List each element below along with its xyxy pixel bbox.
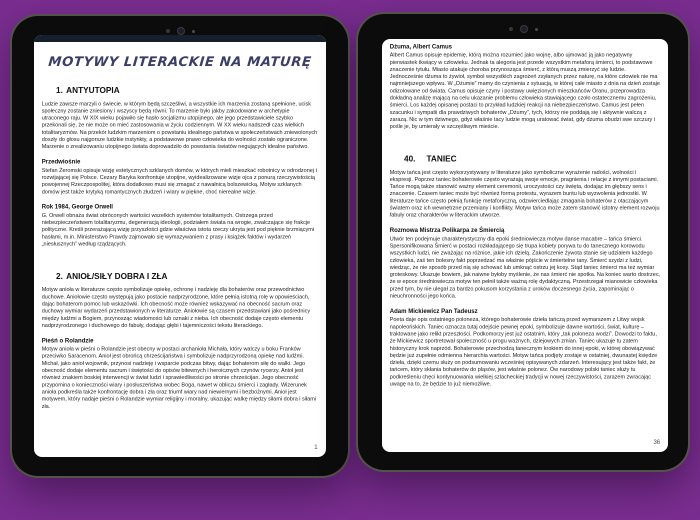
paragraph: Motyw tańca jest często wykorzystywany w literaturze jako symboliczne wyrażenie radości, wolności i ekspresji. Poprzez taniec bohaterowie często wyrażają swoje emocje, pragnienia i relacje z innymi postaciami. Tańce mogą także stanowić ważny element ceremonii, uroczystości czy święta, dodając im głębszy sens i znaczenie. Czasem taniec może być również formą protestu, wyrazem buntu lub wyzwolenia jednostki. W literaturze tańce często pełnią funkcję metaforyczną, odzwierciedlając zmagania bohaterów z otaczającym światem oraz ich wewnętrzne przemiany i konflikty. Motyw tańca może zatem stanowić istotny element rozwoju fabuły oraz charakterów w literackim utworze.	[389, 169, 660, 219]
sensor-dot-icon	[535, 28, 538, 31]
entry-heading: Przedwiośnie	[41, 158, 81, 166]
left-page-blocks	[42, 86, 319, 410]
camera-icon	[177, 27, 185, 35]
paragraph: G. Orwell obnaża świat obróconych wartości wszelkich systemów totalitarnych. Ostrzega przed niebezpieczeństwem totalitaryzmu, degeneracją ideologii, podziałem świata na wrogie, zwalczające się frakcje polityczne. Kreśli przerażającą wizję przyszłości gdzie właściwa istota rzeczy ukryta jest pod pięknie brzmiącymi hasłami, m.in. Ministerstwo Prawdy zajmowało się wymazywaniem z prasy i książek faktów i wydarzeń „niesłusznych” według rządzących.	[41, 212, 315, 248]
section-heading	[56, 272, 318, 281]
paragraph: Ludzie zawsze marzyli o świecie, w którym będą szczęśliwi, a wszystkie ich marzenia zostaną spełnione, ucisk społeczny zostanie zniesiony i wszyscy będą równi. To marzenie było jakby zakodowane w archetypie utraconego raju. W XIX wieku pojawiło się hasło socjalizmu utopijnego, ale jego przedstawiciele szybko przekonali się, że nie może on mieć zastosowania w życiu codziennym. W XX wieku nadszedł czas wielkich totalitaryzmów. Na przekór ludzkim marzeniom o powstaniu idealnego państwa w społeczeństwach zniewolonych doszły do głosu najgorsze ludzkie instynkty, a podstawowe prawo człowieka do wolności zostało ograniczone. Marzenie o zrealizowaniu utopijnego świata doprowadziło do powstania światów negujących idealne państwo.	[41, 100, 318, 150]
sensor-dot-icon	[192, 30, 195, 33]
entry-heading: Rozmowa Mistrza Polikarpa ze Śmiercią	[389, 227, 505, 234]
section-title: ANIOŁ/SIŁY DOBRA I ZŁA	[66, 271, 168, 282]
entry-heading: Rok 1984, George Orwell	[41, 203, 113, 211]
paragraph: Motyw anioła w pieśni o Rolandzie jest obecny w postaci archanioła Michała, który walczy u boku Franków przeciwko Saracenom. Anioł jest obrońcą chrześcijaństwa i symbolizuje nadprzyrodzoną opiekę nad ludźmi. Michał, jako anioł wojownik, przynosi nadzieję i wsparcie podczas bitwy, dając bohaterom siłę do walki. Jego obecność dodaje elementu sacrum i świętości do opisów bitewnych i heroicznych czynów rycerzy. Anioł jest również znakiem boskiej interwencji w świat ludzi i sprawiedliwości po stronie chrześcijan. Jego obecność przypomina o konieczności wiary i posłuszeństwa wobec Boga, nawet w obliczu śmierci i zagłady. Wizerunek anioła podkreśla także konfrontację dobra i zła oraz triumf wiary nad niewiernymi i bezbożnymi. Anioł jest motywem, który nadaje pieśni o Rolandzie wymiar religijny i moralny, ukazując walkę między siłami dobra i siłami zła.	[41, 346, 317, 410]
page-number: 36	[653, 439, 660, 446]
entry-heading: Dżuma, Albert Camus	[389, 43, 453, 50]
section-title: TANIEC	[426, 154, 457, 164]
sensor-dot-icon	[509, 27, 513, 31]
sensor-dot-icon	[166, 29, 170, 33]
section-heading	[56, 86, 318, 95]
document-page-right[interactable]	[382, 39, 668, 452]
status-bar	[34, 35, 326, 42]
paragraph: Albert Camus opisuje epidemię, którą można rozumieć jako wojnę, albo ujmować ją jako negatywny pierwiastek tkwiący w człowieku. Jednak ta alegoria jest przede wszystkim metaforą śmierci, to podstawowe znaczenie tytułu. Miasto atakuje choroba przynosząca śmierć, z którą muszą zmierzyć się ludzie. Jednocześnie dżuma to żywioł, symbol wszystkich zagrożeń zsyłanych przez naturę, na które człowiek nie ma najmniejszego wpływu. W „Dżumie” mamy do czynienia z sytuacją, w której całe miasto z dnia na dzień zostaje odizolowane od świata. Camus opisuje czyny i postawy uwięzionych mieszkańców Oranu, przeprowadza dokładną analizę mającą na celu ukazanie problemu człowieka stawiającego czoło ostatecznemu zagrożeniu, śmierci. Los każdej opisanej postaci to przykład ludzkiej reakcji na niebezpieczeństwo. Camus jest pełen szacunku i sympatii dla prawdziwych bohaterów „Dżumy”, tych, którzy nie poddają się i aktywnie walczą z zarazą. Nic w tym dziwnego, gdyż właśnie tacy ludzie mogą uratować świat, gdy dżuma obudzi swe szczury i pośle je, by umierały w szczęśliwym mieście.	[389, 52, 660, 130]
section-number: 40.	[404, 154, 416, 164]
right-screen[interactable]	[382, 39, 668, 452]
section-title: ANTYUTOPIA	[66, 86, 120, 96]
tablet-left-device	[12, 16, 348, 476]
section-heading	[404, 155, 660, 164]
paragraph: Utwór ten podejmuje charakterystyczny dla epoki średniowiecza motyw danse macabre – tańca śmierci. Spersonifikowana Śmierć w postaci rozkładającego się trupa kobiety porywa tu do tanecznego korowodu wszystkich ludzi, nie zważając na różnice, jakie ich dzielą. Zakończenie żywota stanie się udziałem każdego człowieka, zaś ten bolesny fakt poprzedzać ma właśnie pójście w śmiertelne tany. Śmierć szydzi z ludzi, wiedząc, że nie sposób przed nią się schować lub umknąć ostrzu jej kosy. Stąd taniec śmierci ma też wymiar groteskowy. Ukazuje bowiem, jak naiwne byłoby myślenie, że nas śmierć nie spotka. Na koniec warto dostrzec, że w epoce średniowiecza motyw ten pełnił także ważną rolę dydaktyczną. Przestrzegał mianowicie człowieka przed tym, by nie ulegał za bardzo pokusom korzystania z uroków doczesnego życia, zapominając o nieuchronności jego końca.	[389, 235, 661, 300]
tablet-right-device	[358, 14, 688, 470]
document-title: MOTYWY LITERACKIE NA MATURĘ	[47, 54, 313, 70]
document-page-left[interactable]	[34, 42, 326, 457]
left-screen[interactable]	[34, 35, 326, 457]
entry-heading: Pieśń o Rolandzie	[41, 337, 94, 344]
camera-icon	[520, 25, 528, 33]
section-number: 2.	[56, 271, 63, 282]
camera-sensor-icons	[358, 22, 688, 36]
right-page-blocks	[390, 43, 661, 387]
paragraph: Poeta daje opis ostatniego poloneza, którego bohaterowie dzieła tańczą przed wymarszem z Litwy wojsk napoleońskich. Taniec oznacza tutaj odejście pewnej epoki, symbolizuje dawne wartości, świat, kulturę – traktowane jako relikt przeszłości. Podkomorzy jest już ostatnim, który „tak poloneza wodzi”. Dowodzi to faktu, że Mickiewicz sportretował społeczność u progu ważnych, dziejowych zmian. Taniec ukazuje tu zatem historyczny krok naprzód. Bohaterowie przechodzą tanecznym krokiem do innej epoki, w której obowiązywać będzie już zupełnie odmienna hierarchia wartości. Motyw tańca podjęty zostaje w ostatniej, dwunastej księdze dzieła, dzięki czemu służy on podsumowaniu wcześniej opisywanych zdarzeń. Interesujący jest także fakt, że tańcem, który skłania bohaterów do pląsów, jest właśnie polonez. Ów narodowy polski taniec służy tu podkreśleniu chęci kontynuowania wielkiej szlacheckiej tradycji w nowej rzeczywistości, zarazem zwracając uwagę na to, że będzie to już niemożliwe.	[389, 316, 658, 388]
entry-heading: Adam Mickiewicz Pan Tadeusz	[389, 307, 478, 315]
paragraph: Stefan Żeromski opisuje wizję estetycznych szklanych domów, w których mieli mieszkać robotnicy w odrodzonej i rozwijającej się Polsce. Cezary Baryka konfrontuje utopijne, wyidealizowane wizje ojca z ponurą rzeczywistością powojennej Rzeczpospolitej, która dodatkowo musi się zmagać z nawałnicą bolszewicką. Motyw szklanych domów jest także krytyką romantycznych złudzeń i wiary w piękne, choć nierealne wizje.	[41, 167, 317, 195]
section-number: 1.	[56, 86, 63, 96]
paragraph: Motyw anioła w literaturze często symbolizuje opiekę, ochronę i nadzieję dla bohaterów oraz przewodnictwo duchowe. Aniołowie często występują jako postacie nadprzyrodzone, które pełnią istotną rolę w opowieściach, dając bohaterom pomoc lub wskazówki. Ich obecność może również wskazywać na obecność sacrum oraz duchowy wymiar wydarzeń przedstawionych w literaturze. Aniołowie są czasem przedstawiani jako pośrednicy między ludźmi a Bogiem, przynosząc wiadomości lub oznaki z nieba. Ich obecność dodaje często elementu nadprzyrodzonego i duchowego do fabuły, dodając głębi i tajemniczości tekstu literackiego.	[41, 286, 311, 329]
page-number: 1	[314, 444, 318, 451]
